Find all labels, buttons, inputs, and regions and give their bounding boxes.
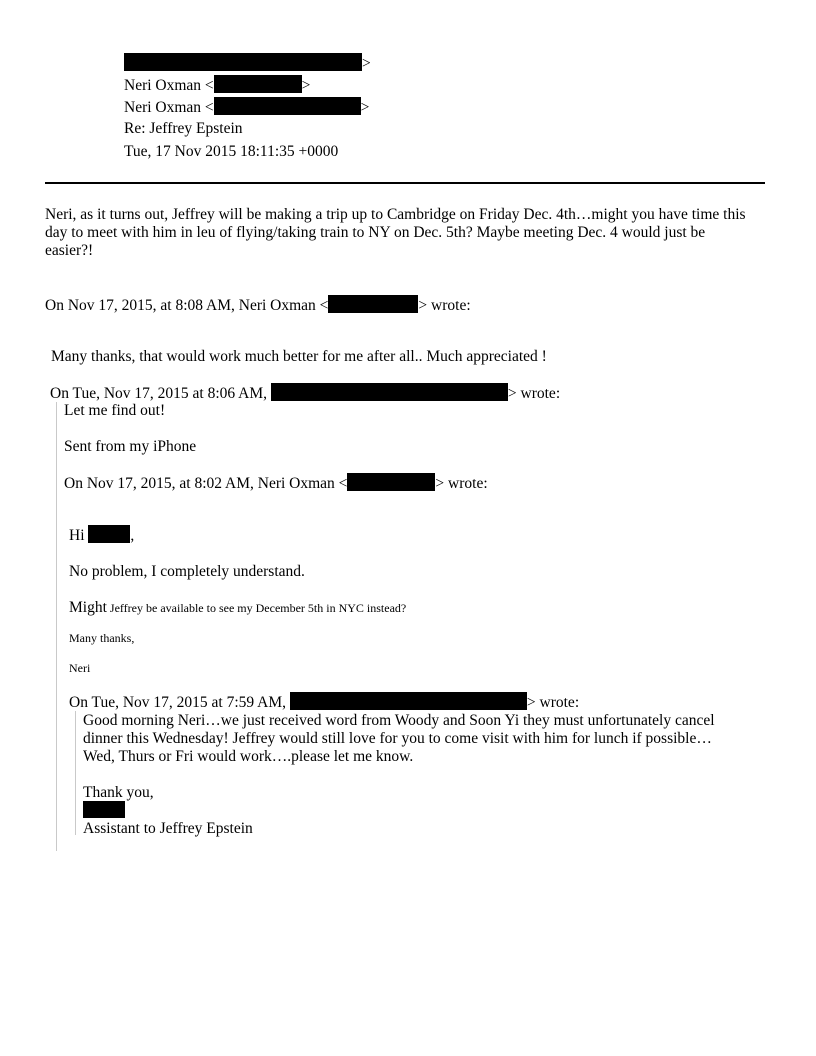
from-value [124,53,371,74]
redaction-bar [271,383,508,401]
date-value: Tue, 17 Nov 2015 18:11:35 +0000 [124,143,339,160]
redaction-bar [83,801,125,818]
reply-text: Sent from my iPhone [64,438,197,455]
signature-name [83,801,125,820]
reply-text: Many thanks, [69,631,135,645]
redaction-bar [88,525,130,543]
header-divider [45,182,765,184]
body-line: day to meet with him in leu of flying/taking train to NY on Dec. 5th? Maybe meeting Dec. 4 would just be [45,224,706,241]
redaction-bar [214,75,302,93]
reply-text [69,598,406,618]
quoted-text: dinner this Wednesday! Jeffrey would still love for you to come visit with him for lunch if possible… [83,730,712,747]
attribution-suffix: > wrote: [418,297,471,314]
subject-value: Re: Jeffrey Epstein [124,120,243,137]
signature-title: Assistant to Jeffrey Epstein [83,820,253,837]
attribution-suffix: > wrote: [435,475,488,492]
reply-text-lead: Might [69,599,107,616]
quote-bar [75,711,76,835]
quoted-text: Good morning Neri…we just received word from Woody and Soon Yi they must unfortunately cancel [83,712,715,729]
greeting-text: Hi [69,527,85,544]
attribution-text: On Nov 17, 2015, at 8:08 AM, Neri Oxman < [45,297,329,314]
reply-text-rest: Jeffrey be available to see my December 5th in NYC instead? [106,601,407,615]
redaction-bar [124,53,362,71]
cc-name: Neri Oxman < [124,99,214,116]
quote-attribution [45,295,471,315]
cc-value [124,97,369,118]
redaction-bar [347,473,435,491]
redaction-bar [214,97,361,115]
cc-suffix: > [360,99,370,116]
attribution-suffix: > wrote: [526,694,580,711]
reply-text: Many thanks, that would work much better for me after all.. Much appreciated ! [51,348,547,365]
to-name: Neri Oxman < [124,77,214,94]
to-value [124,75,310,96]
attribution-suffix: > wrote: [507,385,561,402]
signature: Neri [69,661,91,675]
quoted-text: Wed, Thurs or Fri would work….please let me know. [83,748,414,765]
body-line: Neri, as it turns out, Jeffrey will be making a trip up to Cambridge on Friday Dec. 4th…might you have time this [45,206,746,223]
body-line: easier?! [45,242,94,259]
attribution-text: On Tue, Nov 17, 2015 at 7:59 AM, [69,694,287,711]
quote-bar [56,402,57,851]
to-suffix: > [301,77,311,94]
greeting [69,525,134,545]
from-suffix: > [362,55,371,72]
redaction-bar [290,692,527,710]
quote-attribution [50,383,560,403]
redaction-bar [328,295,418,313]
greeting-comma: , [130,527,135,544]
quote-attribution [64,473,488,493]
reply-text: No problem, I completely understand. [69,563,305,580]
reply-text: Let me find out! [64,402,166,419]
quote-attribution [69,692,579,712]
attribution-text: On Tue, Nov 17, 2015 at 8:06 AM, [50,385,268,402]
attribution-text: On Nov 17, 2015, at 8:02 AM, Neri Oxman < [64,475,348,492]
quoted-text: Thank you, [83,784,154,801]
